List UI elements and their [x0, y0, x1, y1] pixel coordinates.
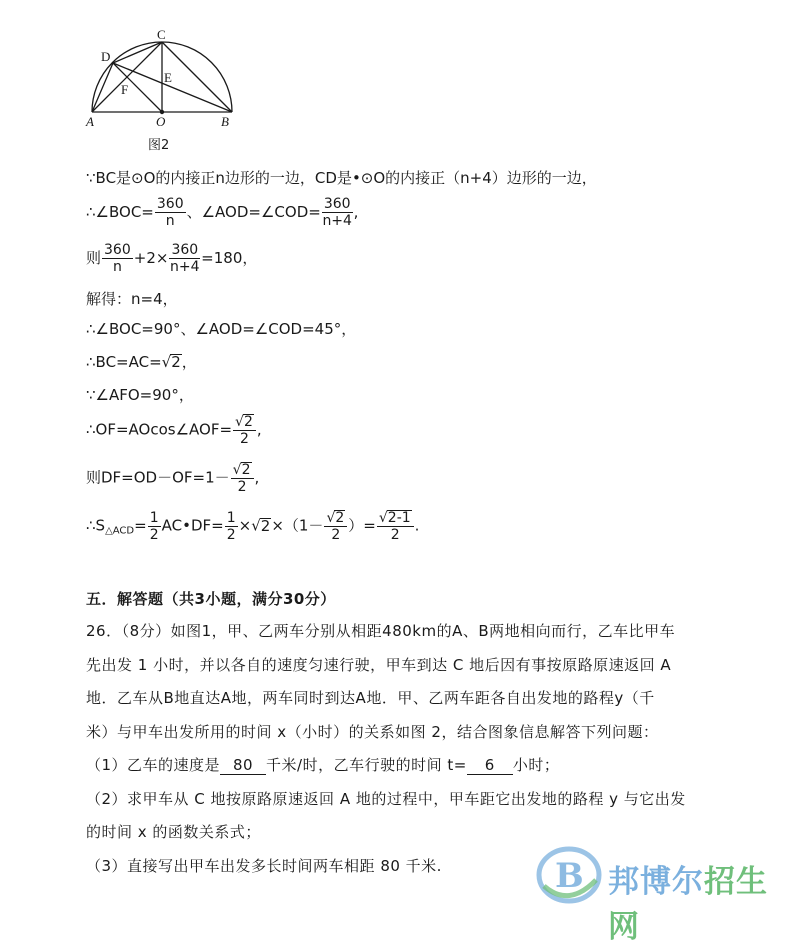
- section-heading: 五．解答题（共3小题，满分30分）: [86, 590, 336, 608]
- q26-line-4: 米）与甲车出发所用的时间 x（小时）的关系如图 2，结合图象信息解答下列问题：: [86, 723, 659, 741]
- text: 则: [86, 249, 102, 267]
- text: =180，: [201, 249, 258, 267]
- q26-line-2: 先出发 1 小时，并以各自的速度匀速行驶，甲车到达 C 地后因有事按原路原速返回 A: [86, 656, 672, 674]
- fraction-1-2: $\frac{1}{2}$: [149, 509, 159, 543]
- text: ，: [181, 353, 197, 371]
- fraction-1-2: $\frac{1}{2}$: [226, 509, 236, 543]
- text: ∴∠BOC=: [86, 203, 154, 221]
- q26-part-2-line-1: （2）求甲车从 C 地按原路原速返回 A 地的过程中，甲车距它出发地的路程 y 与它出发: [86, 790, 686, 808]
- text: 则DF=OD－OF=1－: [86, 468, 230, 487]
- q26-line-1: 26．（8分）如图1，甲、乙两车分别从相距480km的A、B两地相向而行，乙车比甲车: [86, 622, 676, 640]
- watermark-logo-icon: [536, 846, 602, 904]
- solution-line-7: ∵∠AFO=90°，: [86, 386, 194, 404]
- text: ,: [256, 420, 262, 439]
- segment-dc: [113, 42, 162, 63]
- solution-line-8: [86, 414, 262, 446]
- q26-line-3: 地．乙车从B地直达A地，两车同时到达A地．甲、乙两车距各自出发地的路程y（千: [86, 689, 655, 707]
- text: ∴BC=AC=: [86, 353, 162, 371]
- text: ）=: [348, 516, 376, 535]
- subscript: △ACD: [105, 525, 135, 537]
- label-e: E: [164, 70, 172, 85]
- fraction-sqrt2m1-2: $\frac{√2-1}{2}$: [377, 510, 414, 542]
- watermark-text: 邦博尔招生网: [608, 864, 768, 945]
- label-d: D: [101, 49, 111, 64]
- svg-text:B: B: [555, 856, 584, 896]
- solution-line-2: [86, 197, 358, 228]
- q26-part-3: （3）直接写出甲车出发多长时间两车相距 80 千米.: [86, 857, 442, 875]
- fraction-360-n4: $\frac{360}{n+4}$: [170, 242, 200, 275]
- geometry-figure: [80, 28, 250, 158]
- figure-caption: 图2: [148, 138, 170, 153]
- text: 、∠AOD=∠COD=: [186, 203, 321, 221]
- label-f: F: [121, 82, 129, 97]
- q26-part-2-line-2: 的时间 x 的函数关系式；: [86, 823, 261, 841]
- q26-part-1: [86, 756, 736, 775]
- text: ,: [254, 468, 260, 487]
- label-b: B: [221, 114, 229, 129]
- solution-line-6: ∴BC=AC=√2，: [86, 353, 197, 371]
- text: ,: [353, 203, 359, 221]
- text: ∴S: [86, 516, 106, 535]
- fraction-360-n: $\frac{360}{n}$: [156, 196, 184, 229]
- label-o: O: [156, 114, 166, 129]
- fraction-sqrt2-2: $\frac{√2}{2}$: [324, 510, 347, 542]
- watermark: [536, 846, 796, 945]
- fraction-sqrt2-2: $\frac{√2}{2}$: [231, 462, 254, 494]
- answer-blank-time: 6: [467, 756, 513, 775]
- solution-line-10: $\therefore S_{\triangle ACD}=$ $\frac{1}{2}$ AC•DF= $\frac{1}{2}$ ×√2×（1－ $\frac{√2}{2}$ ）= $\frac{√2-1}{2}$ .: [86, 509, 420, 543]
- text: +2×: [133, 249, 169, 267]
- text: （1）乙车的速度是: [86, 756, 221, 774]
- text: 小时；: [512, 756, 560, 774]
- solution-line-3: [86, 243, 257, 274]
- segment-ad: [92, 63, 113, 112]
- label-a: A: [86, 114, 94, 129]
- text: AC•DF=: [161, 516, 224, 535]
- sqrt-2: 2: [171, 353, 181, 371]
- text: .: [414, 516, 420, 535]
- text: ∴OF=AOcos∠AOF=: [86, 420, 233, 439]
- text: =: [134, 516, 147, 535]
- solution-line-1: ∵BC是⊙O的内接正n边形的一边，CD是•⊙O的内接正（n+4）边形的一边，: [86, 169, 597, 187]
- text: ×: [238, 516, 252, 535]
- solution-line-9: [86, 462, 259, 494]
- fraction-360-n4: $\frac{360}{n+4}$: [322, 196, 352, 229]
- answer-blank-speed: 80: [220, 756, 266, 775]
- segment-db: [113, 63, 232, 112]
- label-c: C: [157, 28, 166, 42]
- text: 千米/时，乙车行驶的时间 t=: [266, 756, 467, 774]
- sqrt-2: 2: [260, 516, 271, 535]
- solution-line-5: ∴∠BOC=90°、∠AOD=∠COD=45°，: [86, 320, 357, 338]
- fraction-360-n: $\frac{360}{n}$: [104, 242, 131, 275]
- solution-line-4: 解得：n=4，: [86, 290, 178, 308]
- fraction-sqrt2-2: $\frac{√2}{2}$: [233, 414, 256, 446]
- text: ×（1－: [271, 516, 324, 535]
- segment-bc: [162, 42, 232, 112]
